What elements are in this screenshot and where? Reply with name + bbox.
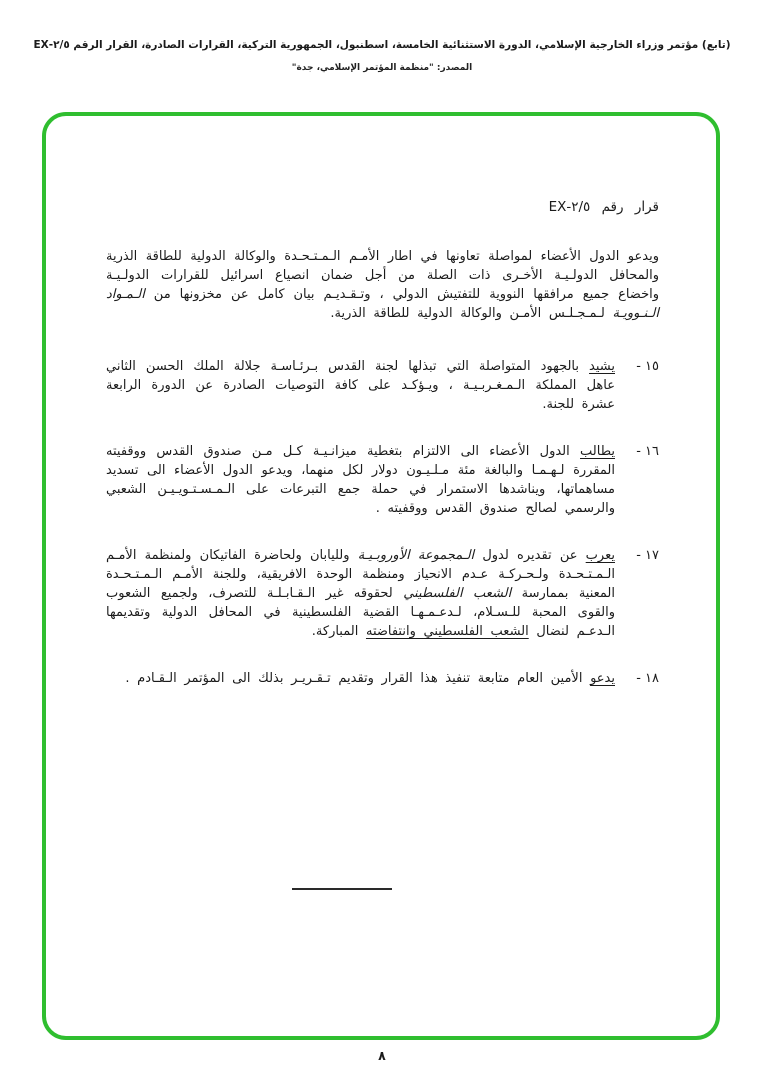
item-number: ١٥ - — [636, 359, 659, 374]
underlined-lead: يطالب — [580, 444, 615, 459]
text-segment: الأمين العام متابعة تنفيذ هذا القرار وتقديم تـقـريـر بذلك الى المؤتمر الـقـادم . — [125, 671, 591, 686]
underlined-lead: يعرب — [585, 548, 615, 563]
list-item-16 — [106, 442, 659, 518]
resolution-title: قرار رقم ٢/٥-EX — [548, 199, 659, 215]
item-text — [106, 669, 615, 688]
underlined-lead: يدعو — [590, 671, 615, 686]
list-item-17 — [106, 546, 659, 641]
item-text — [106, 546, 615, 641]
item-text — [106, 442, 615, 518]
text-segment: ولليابان ولحاضرة الفاتيكان ولمنظمة الأمـم الـمـتـحـدة ولـحـركـة عـدم الانحياز ومنظمة الوحدة الافريقية، وللجنة الأمـم الـمـتـحـدة المعنية بممارسة — [106, 548, 615, 601]
document-header — [8, 38, 756, 73]
footnote-separator — [292, 888, 392, 890]
item-number: ١٨ - — [636, 671, 659, 686]
intro-paragraph — [106, 247, 659, 323]
text-segment: لحقوقه غير الـقـابـلـة للتصرف، ولجميع الشعوب والقوى المحبة للـسـلام، لـدعـمـهـا القضية الفلسطينية في المحافل الدولية وتقديمها الـدعـم لنضال — [106, 586, 615, 639]
page-number: ٨ — [378, 1048, 386, 1063]
underlined-lead: يشيد — [589, 359, 615, 374]
item-number: ١٧ - — [636, 548, 659, 563]
text-segment: المباركة. — [311, 624, 366, 639]
header-source: المصدر: "منظمة المؤتمر الإسلامي، جدة" — [291, 62, 473, 73]
text-segment: الدول الأعضاء الى الالتزام بتغطية ميزانـيـة كـل مـن صندوق القدس ووقفيته المقررة لـهـمـا والبالغة مئة مـلـيـون دولار لكل منهما، ويدعو الدول الأعضاء الى تسديد مساهماتها، ويناشدها الاستمرار في حملة جمع التبرعات على الـمـسـتـويـيـن الشعبي والرسمي لصالح صندوق القدس ووقفيته . — [106, 444, 615, 516]
document-frame — [42, 112, 720, 1040]
item-text — [106, 357, 615, 414]
document-body — [106, 198, 659, 688]
item-number: ١٦ - — [636, 444, 659, 459]
text-segment: عن تقديره لدول — [474, 548, 586, 563]
underlined-text: الشعب الفلسطيني وانتفاضته — [365, 624, 529, 639]
list-item-15 — [106, 357, 659, 414]
text-segment: بالجهود المتواصلة التي تبذلها لجنة القدس بـرئـاسـة جلالة الملك الحسن الثاني عاهل المملكة الـمـغـربـيـة ، ويـؤكـد على كافة التوصيات الصادرة عن الدورة الرابعة عشرة للجنة. — [106, 359, 615, 412]
text-segment: لـمـجـلـس الأمـن والوكالة الدولية للطاقة الذرية. — [330, 306, 613, 321]
emphasized-text: الـمجموعة الأوروبـيـة — [357, 548, 475, 563]
emphasized-text: الشعب الفلسطيني — [403, 586, 512, 601]
header-title: (تابع) مؤتمر وزراء الخارجية الإسلامي، الدورة الاستثنائية الخامسة، اسطنبول، الجمهورية التركية، القرارات الصادرة، القرار الرقم ٢/٥-EX — [33, 39, 731, 51]
list-item-18 — [106, 669, 659, 688]
emphasized-text: الـمـواد الـنـوويـة — [106, 287, 659, 321]
text-segment: ويدعو الدول الأعضاء لمواصلة تعاونها في اطار الأمـم الـمـتـحـدة والوكالة الدولية للطاقة الذرية والمحافل الدولـيـة الأخـرى ذات الصلة من أجل ضمان انصياع اسرائيل للقرارات الدولـيـة واخضاع جميع مرافقها النووية للتفتيش الدولي ، وتـقـديـم بيان كامل عن مخزونها من — [106, 249, 659, 302]
